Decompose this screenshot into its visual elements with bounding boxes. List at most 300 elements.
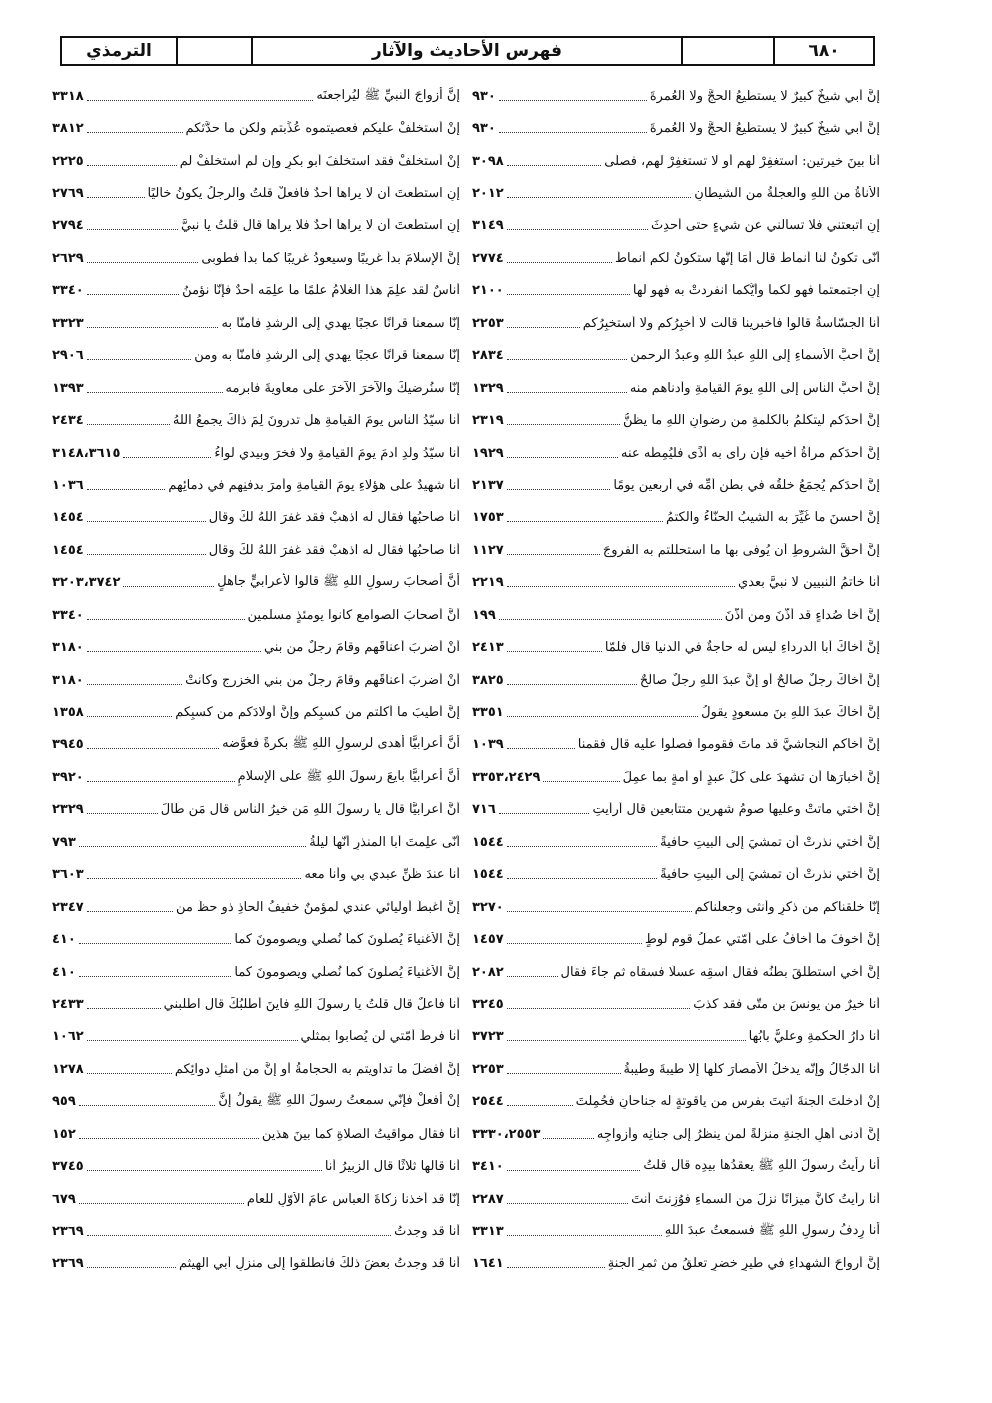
hadith-number: ٣٣٥٣،٢٤٢٩ [472, 769, 541, 785]
index-entry [472, 1150, 880, 1182]
hadith-number: ١٥٤٤ [472, 867, 504, 883]
hadith-text: إنَّ أبي شيخٌ كبيرٌ لا يستطيعُ الحجَّ ولا العُمرةَ [649, 88, 880, 104]
index-entry [472, 826, 880, 858]
dot-leader [507, 1170, 641, 1171]
dot-leader [507, 294, 630, 295]
page-header [60, 36, 875, 66]
hadith-text: إنَّ أحدَكم يُجمَعُ خلقُه في بطنِ أُمِّه في أربعين يومًا [613, 477, 880, 493]
hadith-text: أنا صاحبُها فقال له اذهبْ فقد غفرَ اللهُ لكَ وقال [208, 542, 460, 558]
hadith-text: إنَّ أحبَّ الناسِ إلى اللهِ يومَ القيامةِ وأدناهم منه [629, 380, 880, 396]
hadith-text: إنِ اتبعتني فلا تسألني عن شيءٍ حتى أُحدِثَ [650, 218, 880, 234]
hadith-number: ١٠٦٢ [52, 1029, 84, 1045]
hadith-number: ٢٧٦٩ [52, 186, 84, 202]
index-entry [52, 956, 460, 988]
dot-leader [87, 1170, 322, 1171]
index-entry [52, 1021, 460, 1053]
left-column [52, 80, 460, 1280]
index-entry [472, 664, 880, 696]
dot-leader [79, 846, 306, 847]
dot-leader [87, 1040, 298, 1041]
index-entry [52, 1053, 460, 1085]
dot-leader [507, 684, 637, 685]
hadith-text: إنَّ أخاكَ رجلٌ صالحٌ أو إنَّ عبدَ اللهِ رجلٌ صالحٌ [639, 672, 880, 688]
hadith-text: إنَّ أختي نذرتْ أن تمشيَ إلى البيتِ حافيةً [660, 834, 880, 850]
hadith-text: إنَّ أخا صُداءٍ قد أذَّنَ ومن أذَّنَ [724, 607, 880, 623]
hadith-text: أناسٌ لقد علِمَ هذا الغلامُ علمًا ما علِمَه أحدٌ فإنّا نؤمنُ [182, 283, 460, 299]
hadith-number: ٢٢٥٣ [472, 1061, 504, 1077]
hadith-text: إنَّ أطيبَ ما أكلتم من كسبِكم وإنَّ أولادَكم من كسبِكم [175, 705, 460, 721]
hadith-number: ٣١٤٩ [472, 218, 504, 234]
hadith-number: ١٤٥٤ [52, 542, 84, 558]
dot-leader [507, 586, 735, 587]
hadith-text: إنَّ الإسلامَ بدأَ غريبًا وسيعودُ غريبًا كما بدأَ فطوبى [201, 250, 460, 266]
hadith-number: ١٦٤١ [472, 1256, 504, 1272]
hadith-number: ٢٣٦٩ [52, 1224, 84, 1240]
dot-leader [87, 132, 183, 133]
dot-leader [123, 457, 211, 458]
index-entry [52, 275, 460, 307]
book-name: الترمذي [86, 41, 152, 61]
hadith-text: إنْ أُدخلتَ الجنةَ أُتيتَ بفرسٍ من ياقوتةٍ له جناحانِ فحُمِلتَ [575, 1094, 880, 1110]
header-spacer-left [176, 38, 251, 64]
hadith-number: ٧١٦ [472, 802, 496, 818]
hadith-text: إنّا سمعنا قرآنًا عجبًا يهدي إلى الرشدِ فآمنّا به [221, 315, 460, 331]
dot-leader [507, 1267, 605, 1268]
hadith-number: ٢٠٨٢ [472, 964, 504, 980]
hadith-text: أنا رِدفُ رسولِ اللهِ ﷺ فسمعتُ عبدَ اللهِ [664, 1223, 880, 1239]
hadith-number: ٣٢٠٣،٣٧٤٢ [52, 575, 121, 591]
hadith-number: ١٠٣٦ [52, 477, 84, 493]
dot-leader [79, 1203, 244, 1204]
hadith-number: ٣٣٤٠ [52, 283, 84, 299]
hadith-number: ٢١٠٠ [472, 283, 504, 299]
dot-leader [87, 294, 179, 295]
index-entry [52, 404, 460, 436]
hadith-number: ٣٦٠٣ [52, 867, 84, 883]
hadith-text: إنَّ أرواحَ الشهداءِ في طيرٍ خضرٍ تعلقُ من ثمرِ الجنةِ [607, 1256, 880, 1272]
hadith-text: أنا خيرٌ من يونسَ بنِ متّى فقد كذبَ [693, 996, 880, 1012]
hadith-number: ٩٣٠ [472, 121, 496, 137]
dot-leader [87, 392, 223, 393]
index-entry [472, 696, 880, 728]
index-entry [52, 145, 460, 177]
dot-leader [79, 1105, 216, 1106]
index-entry [472, 631, 880, 663]
dot-leader [507, 262, 612, 263]
index-entry [52, 891, 460, 923]
hadith-text: أنا فاعلٌ قال قلتُ يا رسولَ اللهِ فأينَ أطلبُكَ قال اطلبني [163, 996, 460, 1012]
hadith-text: أنا فقال مواقيتُ الصلاةِ كما بينَ هذين [261, 1126, 460, 1142]
hadith-number: ٩٥٩ [52, 1094, 76, 1110]
hadith-text: أنّى تكونُ لنا أنماطٌ قال أمَا إنَّها ستكونُ لكم أنماطٌ [614, 250, 880, 266]
hadith-text: إنَّ أخبارَها أن تشهدَ على كلِّ عبدٍ أو أمةٍ بما عمِلَ [622, 769, 880, 785]
index-entry [472, 956, 880, 988]
hadith-number: ١٥٤٤ [472, 834, 504, 850]
hadith-text: إنَّ أخاكم النجاشيَّ قد ماتَ فقوموا فصلُّوا عليه قال فقمنا [577, 737, 880, 753]
dot-leader [87, 327, 219, 328]
index-entry [472, 567, 880, 599]
dot-leader [87, 424, 170, 425]
dot-leader [507, 1105, 573, 1106]
index-entry [52, 1183, 460, 1215]
index-columns [52, 80, 880, 1280]
hadith-text: أنا سيّدُ الناسِ يومَ القيامةِ هل تدرونَ لِمَ ذاكَ يجمعُ اللهُ [172, 413, 460, 429]
hadith-number: ٣٤١٠ [472, 1159, 504, 1175]
dot-leader [87, 716, 172, 717]
hadith-text: إنَّ أحدَكم مرآةُ أخيه فإن رأى به أذًى فليُمِطْه عنه [621, 445, 880, 461]
index-entry [472, 1248, 880, 1280]
hadith-number: ٣٧٢٣ [472, 1029, 504, 1045]
index-entry [52, 1248, 460, 1280]
page-number: ٦٨٠ [773, 38, 873, 64]
hadith-number: ٩٣٠ [472, 88, 496, 104]
index-entry [472, 437, 880, 469]
index-entry [52, 1118, 460, 1150]
hadith-number: ٢٤٣٤ [52, 413, 84, 429]
index-entry [472, 145, 880, 177]
hadith-number: ٣٣٢٣ [52, 315, 84, 331]
index-entry [472, 1215, 880, 1247]
dot-leader [87, 684, 182, 685]
index-entry [52, 826, 460, 858]
hadith-text: أنا قد وجدتُ [394, 1224, 460, 1240]
hadith-text: أنا فرطُ أُمّتي لن يُصابوا بمثلي [300, 1029, 460, 1045]
dot-leader [499, 813, 590, 814]
hadith-number: ١٤٥٧ [472, 932, 504, 948]
hadith-text: أنا عندَ ظنِّ عبدي بي وأنا معه [304, 867, 460, 883]
index-entry [52, 988, 460, 1020]
hadith-text: أنَّ أعرابيًّا أهدى لرسولِ اللهِ ﷺ بكرةً فعوَّضه [222, 736, 460, 752]
index-entry [472, 340, 880, 372]
hadith-text: أنا خاتمُ النبيين لا نبيَّ بعدي [738, 575, 880, 591]
hadith-text: إنّا قد أخذنا زكاةَ العباسِ عامَ الأوّلِ للعامِ [246, 1191, 460, 1207]
dot-leader [87, 489, 166, 490]
index-entry [52, 761, 460, 793]
hadith-number: ٢٤١٣ [472, 640, 504, 656]
dot-leader [87, 554, 206, 555]
hadith-number: ١٠٣٩ [472, 737, 504, 753]
index-entry [52, 567, 460, 599]
index-entry [472, 502, 880, 534]
index-entry [52, 1150, 460, 1182]
index-entry [52, 112, 460, 144]
hadith-number: ١٣٥٨ [52, 705, 84, 721]
index-entry [472, 112, 880, 144]
hadith-number: ٢٩٠٦ [52, 348, 84, 364]
hadith-number: ٣١٨٠ [52, 640, 84, 656]
index-entry [472, 729, 880, 761]
dot-leader [507, 878, 657, 879]
hadith-text: إنْ أستخلفْ فقد استخلفَ أبو بكرٍ وإن لم أستخلفْ لم [179, 153, 460, 169]
hadith-text: إنّا سمعنا قرآنًا عجبًا يهدي إلى الرشدِ فآمنّا به ومن [194, 348, 460, 364]
hadith-text: إنَّ أحدَكم ليتكلَّمُ بالكلمةِ من رضوانِ اللهِ ما يظنُّ [623, 413, 880, 429]
hadith-number: ٦٧٩ [52, 1191, 76, 1207]
hadith-text: أنا قد وجدتُ بعضَ ذلكَ فانطلقوا إلى منزلِ أبي الهيثمِ [178, 1256, 460, 1272]
dot-leader [499, 619, 722, 620]
hadith-text: إنِ اجتمعتما فهو لكما وأيُّكما انفردتْ به فهو لها [632, 283, 880, 299]
hadith-number: ٤١٠ [52, 964, 76, 980]
dot-leader [507, 1040, 746, 1041]
hadith-number: ١٧٥٣ [472, 510, 504, 526]
dot-leader [507, 748, 575, 749]
index-entry [52, 437, 460, 469]
dot-leader [507, 165, 602, 166]
index-entry [472, 1183, 880, 1215]
dot-leader [79, 1138, 259, 1139]
hadith-text: إنَّ أختي ماتتْ وعليها صومُ شهرين متتابعين قال أرأيتِ [592, 802, 880, 818]
hadith-number: ١٣٩٣ [52, 380, 84, 396]
hadith-text: أنَّ أصحابَ الصوامعِ كانوا يومئذٍ مسلمين [247, 607, 460, 623]
dot-leader [87, 1073, 172, 1074]
hadith-number: ٣١٤٨،٣٦١٥ [52, 445, 121, 461]
hadith-text: إنَّ الأغنياءَ يُصلّونَ كما نُصلّي ويصومونَ كما [234, 964, 460, 980]
dot-leader [87, 165, 177, 166]
dot-leader [543, 1138, 593, 1139]
hadith-text: أنا بينَ خيرتين: استغفِرْ لهم أو لا تستغفِرْ لهم، فصلّى [604, 153, 880, 169]
index-entry [52, 80, 460, 112]
hadith-text: الأناةُ من اللهِ والعجلةُ من الشيطانِ [694, 186, 880, 202]
hadith-number: ٣٩٤٥ [52, 737, 84, 753]
dot-leader [87, 229, 178, 230]
dot-leader [87, 781, 235, 782]
hadith-number: ٢٣٢٩ [52, 802, 84, 818]
index-entry [52, 242, 460, 274]
hadith-text: إنِ استطعتَ أن لا يراها أحدٌ فلا يراها قال قلتُ يا نبيَّ [180, 218, 460, 234]
hadith-number: ٢٣٦٩ [52, 1256, 84, 1272]
index-entry [52, 534, 460, 566]
hadith-number: ٣٢٧٠ [472, 899, 504, 915]
index-entry [472, 1118, 880, 1150]
hadith-number: ٣٧٤٥ [52, 1159, 84, 1175]
index-entry [52, 372, 460, 404]
dot-leader [507, 359, 628, 360]
hadith-number: ١١٢٧ [472, 542, 504, 558]
index-entry [472, 859, 880, 891]
index-entry [52, 307, 460, 339]
dot-leader [87, 359, 191, 360]
dot-leader [507, 1008, 691, 1009]
dot-leader [79, 976, 232, 977]
dot-leader [87, 1267, 176, 1268]
hadith-text: إنَّ أخاكَ أبا الدرداءِ ليس له حاجةٌ في الدنيا قال فلمّا [604, 640, 880, 656]
index-entry [472, 988, 880, 1020]
index-entry [472, 599, 880, 631]
hadith-text: إنّا خلقناكم من ذكرٍ وأنثى وجعلناكم [694, 899, 880, 915]
hadith-text: أنَّ أصحابَ رسولِ اللهِ ﷺ قالوا لأعرابيٍّ جاهلٍ [217, 574, 460, 590]
hadith-number: ٢٧٩٤ [52, 218, 84, 234]
dot-leader [87, 521, 206, 522]
index-entry [472, 794, 880, 826]
hadith-text: إنَّ أدنى أهلِ الجنةِ منزلةً لمن ينظرُ إلى جنانِه وأزواجِه [596, 1126, 880, 1142]
header-spacer-right [681, 38, 773, 64]
hadith-text: إنَّ أختي نذرتْ أن تمشيَ إلى البيتِ حافيةً [660, 867, 880, 883]
hadith-number: ٣٩٢٠ [52, 769, 84, 785]
dot-leader [507, 943, 642, 944]
dot-leader [87, 813, 158, 814]
index-entry [472, 404, 880, 436]
index-entry [472, 275, 880, 307]
hadith-number: ٣٨١٢ [52, 121, 84, 137]
dot-leader [507, 392, 627, 393]
dot-leader [87, 197, 145, 198]
dot-leader [507, 976, 558, 977]
index-entry [52, 599, 460, 631]
hadith-text: أنَّ أعرابيًّا بايعَ رسولَ اللهِ ﷺ على الإسلامِ [237, 768, 460, 784]
hadith-text: إنَّ الأغنياءَ يُصلّونَ كما نُصلّي ويصومونَ كما [234, 932, 460, 948]
dot-leader [507, 651, 602, 652]
dot-leader [87, 262, 199, 263]
dot-leader [507, 424, 620, 425]
hadith-text: إنَّ أغبطَ أوليائي عندي لمؤمنٌ خفيفُ الحاذِ ذو حظٍّ من [176, 899, 460, 915]
dot-leader [87, 878, 302, 879]
index-entry [52, 340, 460, 372]
index-entry [472, 307, 880, 339]
dot-leader [507, 327, 580, 328]
dot-leader [507, 521, 663, 522]
hadith-text: أنا شهيدٌ على هؤلاءِ يومَ القيامةِ وأمرَ بدفنِهم في دمائِهم [168, 477, 460, 493]
hadith-number: ٢٨٣٤ [472, 348, 504, 364]
hadith-number: ٢٠١٢ [472, 186, 504, 202]
dot-leader [87, 100, 314, 101]
hadith-text: أنْ أضربَ أعناقَهم وقامَ رجلٌ من بني [263, 640, 460, 656]
index-entry [52, 923, 460, 955]
hadith-number: ٣٠٩٨ [472, 153, 504, 169]
hadith-number: ٣١٨٠ [52, 672, 84, 688]
hadith-number: ٣٢٤٥ [472, 996, 504, 1012]
hadith-number: ٢٦٢٩ [52, 250, 84, 266]
hadith-number: ١٩٩ [472, 607, 496, 623]
hadith-text: إنَّ أخوفَ ما أخافُ على أُمّتي عملُ قومِ لوطٍ [644, 932, 880, 948]
dot-leader [507, 554, 600, 555]
dot-leader [499, 100, 647, 101]
dot-leader [87, 748, 219, 749]
hadith-number: ١٥٢ [52, 1126, 76, 1142]
index-entry [472, 891, 880, 923]
index-entry [472, 534, 880, 566]
hadith-text: أنا قالها ثلاثًا قال الزبيرُ أنا [324, 1159, 460, 1175]
index-entry [472, 761, 880, 793]
dot-leader [507, 846, 657, 847]
index-entry [472, 242, 880, 274]
index-entry [52, 1215, 460, 1247]
hadith-text: إنَّ أخاكَ عبدَ اللهِ بنَ مسعودٍ يقولُ [701, 705, 880, 721]
hadith-number: ٢٧٧٤ [472, 250, 504, 266]
index-entry [52, 794, 460, 826]
right-column [472, 80, 880, 1280]
index-entry [52, 631, 460, 663]
index-entry [52, 1086, 460, 1118]
index-entry [472, 210, 880, 242]
dot-leader [79, 943, 232, 944]
dot-leader [507, 1235, 662, 1236]
dot-leader [87, 651, 261, 652]
index-entry [52, 729, 460, 761]
hadith-number: ٢٣٤٧ [52, 899, 84, 915]
hadith-text: إنّا سنُرضيكَ والآخرَ الآخرَ على معاويةَ فأبرمه [225, 380, 460, 396]
hadith-text: إنَّ أفضلَ ما تداويتم به الحجامةُ أو إنَّ من أمثلِ دوائِكم [174, 1061, 460, 1077]
hadith-text: إنَّ أحسنَ ما غُيِّرَ به الشيبُ الحنّاءُ والكتمُ [665, 510, 880, 526]
hadith-number: ٣٣٥١ [472, 705, 504, 721]
hadith-number: ٢٢٨٧ [472, 1191, 504, 1207]
hadith-text: أنا رأيتُ كأنَّ ميزانًا نزلَ من السماءِ فوُزِنتَ أنتَ [631, 1191, 880, 1207]
hadith-number: ٢١٣٧ [472, 477, 504, 493]
dot-leader [507, 229, 648, 230]
hadith-text: إنَّ أزواجَ النبيِّ ﷺ ليُراجعنَه [316, 87, 460, 103]
dot-leader [87, 911, 173, 912]
dot-leader [543, 781, 619, 782]
dot-leader [507, 457, 618, 458]
dot-leader [507, 1073, 621, 1074]
hadith-number: ٣٣٤٠ [52, 607, 84, 623]
index-entry [52, 664, 460, 696]
dot-leader [507, 489, 611, 490]
hadith-text: أنْ أضربَ أعناقَهم وقامَ رجلٌ من بني الخزرجِ وكانتْ [185, 672, 460, 688]
index-entry [472, 1021, 880, 1053]
dot-leader [499, 132, 647, 133]
hadith-number: ٣٨٢٥ [472, 672, 504, 688]
hadith-number: ٢٤٣٣ [52, 996, 84, 1012]
index-entry [52, 502, 460, 534]
hadith-text: إنْ أستخلفْ عليكم فعصيتموه عُذِّبتم ولكن ما حدَّثكم [185, 121, 460, 137]
index-entry [52, 469, 460, 501]
index-entry [472, 1053, 880, 1085]
dot-leader [123, 586, 214, 587]
hadith-number: ٣٣١٣ [472, 1224, 504, 1240]
hadith-number: ٢٢٢٥ [52, 153, 84, 169]
index-entry [472, 177, 880, 209]
dot-leader [87, 619, 245, 620]
dot-leader [507, 1203, 628, 1204]
index-entry [52, 859, 460, 891]
hadith-text: إنَّ أخي استطلقَ بطنُه فقال اسقِه عسلًا فسقاه ثم جاءَ فقال [560, 964, 880, 980]
hadith-number: ٢٢٥٣ [472, 315, 504, 331]
hadith-number: ٧٩٣ [52, 834, 76, 850]
hadith-text: أنا سيّدُ ولدِ آدمَ يومَ القيامةِ ولا فخرَ وبيدي لواءُ [214, 445, 460, 461]
dot-leader [507, 911, 692, 912]
hadith-text: أنا صاحبُها فقال له اذهبْ فقد غفرَ اللهُ لكَ وقال [208, 510, 460, 526]
hadith-number: ١٣٢٩ [472, 380, 504, 396]
hadith-text: إنِ استطعتَ أن لا يراها أحدٌ فافعلْ قلتُ والرجلُ يكونُ خاليًا [147, 186, 460, 202]
hadith-number: ٢٣١٩ [472, 413, 504, 429]
hadith-text: إنَّ أحبَّ الأسماءِ إلى اللهِ عبدُ اللهِ وعبدُ الرحمنِ [630, 348, 880, 364]
dot-leader [507, 197, 692, 198]
index-entry [472, 372, 880, 404]
hadith-number: ١٩٢٩ [472, 445, 504, 461]
hadith-text: أنا الجسّاسةُ قالوا فأخبرينا قالت لا أُخبِرُكم ولا أستخبِرُكم [582, 315, 880, 331]
index-entry [472, 80, 880, 112]
hadith-text: أنا رأيتُ رسولَ اللهِ ﷺ يعقدُها بيدِه قال قلتُ [643, 1158, 880, 1174]
hadith-text: أنا دارُ الحكمةِ وعليٌّ بابُها [748, 1029, 880, 1045]
index-entry [472, 469, 880, 501]
hadith-text: أنّى علِمتَ أبا المنذرِ أنّها ليلةُ [309, 834, 460, 850]
hadith-text: إنْ أفعلْ فإنّي سمعتُ رسولَ اللهِ ﷺ يقولُ إنَّ [218, 1093, 460, 1109]
hadith-text: إنَّ أحقَّ الشروطِ أن يُوفى بها ما استحللتم به الفروجَ [602, 542, 880, 558]
hadith-number: ٢٢١٩ [472, 575, 504, 591]
dot-leader [87, 1235, 391, 1236]
index-entry [52, 177, 460, 209]
hadith-number: ٢٥٤٤ [472, 1094, 504, 1110]
hadith-text: أنَّ أعرابيًّا قال يا رسولَ اللهِ مَن خيرُ الناسِ قال مَن طالَ [160, 802, 460, 818]
page-title: فهرس الأحاديث والآثار [251, 38, 681, 64]
hadith-text: إنَّ أبي شيخٌ كبيرٌ لا يستطيعُ الحجَّ ولا العُمرةَ [649, 121, 880, 137]
hadith-text: أنا الدجّالُ وإنّه يدخلُ الأمصارَ كلَّها إلا طيبةَ وطيبةُ [623, 1061, 880, 1077]
hadith-number: ٣٣٣٠،٢٥٥٣ [472, 1126, 541, 1142]
index-entry [52, 210, 460, 242]
hadith-number: ١٤٥٤ [52, 510, 84, 526]
dot-leader [87, 1008, 161, 1009]
index-entry [472, 923, 880, 955]
hadith-number: ١٢٧٨ [52, 1061, 84, 1077]
